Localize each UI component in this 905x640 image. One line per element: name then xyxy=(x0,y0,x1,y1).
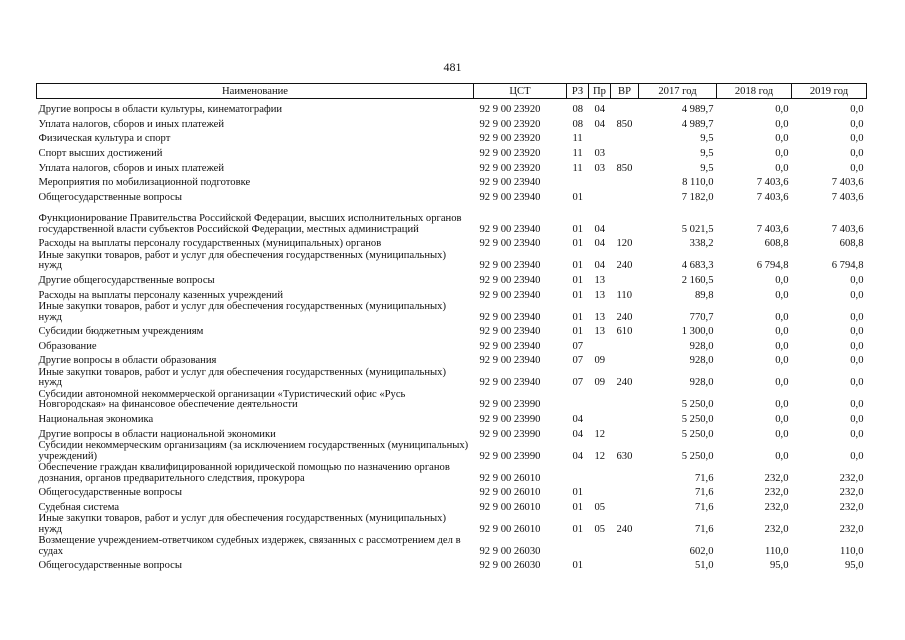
row-pr-cell xyxy=(589,535,611,557)
row-name-cell: Расходы на выплаты персоналу государственных (муниципальных) органов xyxy=(38,238,382,250)
table-row xyxy=(37,235,867,250)
row-pr-cell: 09 xyxy=(594,355,606,367)
row-2017-cell: 4 989,7 xyxy=(681,104,714,116)
row-cst-cell: 92 9 00 23920 xyxy=(479,104,541,116)
row-rz-cell: 07 xyxy=(572,355,584,367)
row-2018-cell: 0,0 xyxy=(775,326,789,338)
row-name-cell: Расходы на выплаты персоналу казенных учреждений xyxy=(38,289,283,301)
row-2019-cell: 0,0 xyxy=(850,162,864,174)
row-vr-cell: 630 xyxy=(616,450,633,462)
row-vr-cell xyxy=(611,352,639,367)
row-2019-cell: 0,0 xyxy=(850,147,864,159)
row-2017-cell: 71,6 xyxy=(694,501,714,513)
row-rz-cell: 08 xyxy=(572,118,584,130)
row-vr-cell xyxy=(611,203,639,235)
row-cst-cell: 92 9 00 23940 xyxy=(479,326,541,338)
row-2019-cell: 0,0 xyxy=(850,399,864,411)
row-name-cell: Общегосударственные вопросы xyxy=(38,487,182,499)
row-name-cell: Субсидии бюджетным учреждениям xyxy=(38,326,204,338)
row-rz-cell: 01 xyxy=(572,238,584,250)
row-2017-cell: 1 300,0 xyxy=(681,326,714,338)
row-2017-cell: 8 110,0 xyxy=(682,177,714,189)
row-rz-cell: 04 xyxy=(572,428,584,440)
table-row xyxy=(37,425,867,440)
row-vr-cell xyxy=(611,462,639,484)
row-rz-cell: 01 xyxy=(572,523,584,535)
row-cst-cell: 92 9 00 23990 xyxy=(479,413,541,425)
row-cst-cell: 92 9 00 26030 xyxy=(479,545,541,557)
row-rz-cell: 01 xyxy=(572,289,584,301)
row-2018-cell: 0,0 xyxy=(775,428,789,440)
table-row xyxy=(37,411,867,426)
row-2019-cell: 0,0 xyxy=(850,118,864,130)
row-rz-cell xyxy=(567,389,589,411)
row-pr-cell: 13 xyxy=(594,311,606,323)
row-2017-cell: 5 250,0 xyxy=(681,399,714,411)
row-2018-cell: 0,0 xyxy=(775,162,789,174)
row-2019-cell: 110,0 xyxy=(840,545,864,557)
row-name-cell: Иные закупки товаров, работ и услуг для обеспечения государственных (муниципальных) нужд xyxy=(38,301,446,323)
row-name-cell: Другие общегосударственные вопросы xyxy=(38,274,215,286)
row-pr-cell xyxy=(589,484,611,499)
row-vr-cell: 240 xyxy=(616,377,633,389)
row-vr-cell xyxy=(611,338,639,353)
row-2018-cell: 0,0 xyxy=(775,450,789,462)
row-pr-cell: 05 xyxy=(594,523,606,535)
row-cst-cell: 92 9 00 23920 xyxy=(479,133,541,145)
row-name-cell: Иные закупки товаров, работ и услуг для обеспечения государственных (муниципальных) нужд xyxy=(38,366,446,389)
row-2018-cell: 0,0 xyxy=(775,340,789,352)
row-2017-cell: 71,6 xyxy=(694,487,714,499)
row-vr-cell xyxy=(611,174,639,189)
row-2018-cell: 232,0 xyxy=(764,523,789,535)
row-2017-cell: 928,0 xyxy=(689,377,714,389)
row-rz-cell xyxy=(567,462,589,484)
row-cst-cell: 92 9 00 23940 xyxy=(479,340,541,352)
row-cst-cell: 92 9 00 23990 xyxy=(479,428,541,440)
row-vr-cell xyxy=(611,499,639,514)
row-pr-cell: 09 xyxy=(594,377,606,389)
table-row xyxy=(37,535,867,557)
row-name-cell: Субсидии автономной некоммерческой организации «Туристический офис «Русь Новгородская» на финансовое обеспечение деятельности xyxy=(38,388,406,411)
row-2018-cell: 6 794,8 xyxy=(756,260,789,272)
row-2018-cell: 0,0 xyxy=(775,118,789,130)
row-pr-cell: 03 xyxy=(594,147,606,159)
row-2017-cell: 9,5 xyxy=(700,133,714,145)
row-2019-cell: 7 403,6 xyxy=(831,177,864,189)
row-2018-cell: 110,0 xyxy=(765,545,789,557)
header-vr: ВР xyxy=(611,84,639,99)
table-header-row xyxy=(37,84,867,99)
row-2019-cell: 232,0 xyxy=(839,472,864,484)
row-vr-cell xyxy=(611,535,639,557)
row-pr-cell xyxy=(589,189,611,204)
row-cst-cell: 92 9 00 26030 xyxy=(479,560,541,572)
row-2019-cell: 0,0 xyxy=(850,104,864,116)
row-name-cell: Судебная система xyxy=(38,501,120,513)
row-cst-cell: 92 9 00 23940 xyxy=(479,260,541,272)
row-pr-cell xyxy=(589,338,611,353)
row-rz-cell xyxy=(567,535,589,557)
row-pr-cell xyxy=(589,130,611,145)
table-row xyxy=(37,145,867,160)
row-rz-cell: 01 xyxy=(572,260,584,272)
header-name: Наименование xyxy=(37,84,474,99)
row-2018-cell: 7 403,6 xyxy=(756,177,789,189)
row-cst-cell: 92 9 00 23940 xyxy=(479,238,541,250)
row-2019-cell: 0,0 xyxy=(850,450,864,462)
row-pr-cell: 13 xyxy=(594,326,606,338)
row-2017-cell: 928,0 xyxy=(689,355,714,367)
row-cst-cell: 92 9 00 23920 xyxy=(479,147,541,159)
row-2018-cell: 95,0 xyxy=(769,560,789,572)
row-name-cell: Функционирование Правительства Российской Федерации, высших исполнительных органов государственной власти субъектов Российской Федерации, местных администраций xyxy=(38,213,462,235)
row-2017-cell: 5 250,0 xyxy=(681,413,714,425)
row-cst-cell: 92 9 00 23940 xyxy=(479,274,541,286)
row-rz-cell: 01 xyxy=(572,560,584,572)
row-pr-cell xyxy=(589,174,611,189)
row-vr-cell xyxy=(611,145,639,160)
row-vr-cell xyxy=(611,189,639,204)
row-vr-cell: 610 xyxy=(616,326,633,338)
table-row xyxy=(37,484,867,499)
row-pr-cell xyxy=(589,462,611,484)
row-rz-cell: 07 xyxy=(572,377,584,389)
row-name-cell: Иные закупки товаров, работ и услуг для обеспечения государственных (муниципальных) нужд xyxy=(38,249,446,272)
row-rz-cell xyxy=(567,174,589,189)
row-pr-cell xyxy=(589,389,611,411)
row-vr-cell: 110 xyxy=(616,289,632,301)
row-cst-cell: 92 9 00 23940 xyxy=(479,177,541,189)
row-rz-cell: 11 xyxy=(572,162,583,174)
row-rz-cell: 04 xyxy=(572,413,584,425)
row-vr-cell: 120 xyxy=(616,238,633,250)
row-pr-cell: 04 xyxy=(594,104,606,116)
table-row xyxy=(37,557,867,572)
row-rz-cell: 01 xyxy=(572,274,584,286)
row-name-cell: Спорт высших достижений xyxy=(38,147,163,159)
row-2017-cell: 5 021,5 xyxy=(681,223,714,235)
row-name-cell: Общегосударственные вопросы xyxy=(38,560,182,572)
row-cst-cell: 92 9 00 26010 xyxy=(479,523,541,535)
table-row xyxy=(37,203,867,235)
row-2017-cell: 9,5 xyxy=(700,147,714,159)
row-2018-cell: 0,0 xyxy=(775,133,789,145)
table-row xyxy=(37,513,867,535)
row-2019-cell: 608,8 xyxy=(839,238,864,250)
header-2019: 2019 год xyxy=(792,84,867,99)
header-2017: 2017 год xyxy=(639,84,717,99)
row-vr-cell xyxy=(611,389,639,411)
row-cst-cell: 92 9 00 26010 xyxy=(479,501,541,513)
row-pr-cell: 12 xyxy=(594,428,606,440)
table-row xyxy=(37,323,867,338)
row-vr-cell xyxy=(611,99,639,116)
table-row xyxy=(37,272,867,287)
row-vr-cell: 240 xyxy=(616,523,633,535)
row-name-cell: Обеспечение граждан квалифицированной юридической помощью по назначению органов дознания, органов предварительного следствия, прокурора xyxy=(38,462,450,484)
row-pr-cell: 03 xyxy=(594,162,606,174)
row-vr-cell xyxy=(611,272,639,287)
table-row xyxy=(37,286,867,301)
row-2019-cell: 232,0 xyxy=(839,501,864,513)
table-row xyxy=(37,440,867,462)
row-2018-cell: 7 403,6 xyxy=(756,223,789,235)
row-rz-cell: 01 xyxy=(572,501,584,513)
row-2018-cell: 7 403,6 xyxy=(756,191,789,203)
row-cst-cell: 92 9 00 23940 xyxy=(479,311,541,323)
table-row xyxy=(37,301,867,323)
table-row xyxy=(37,116,867,131)
row-cst-cell: 92 9 00 23940 xyxy=(479,191,541,203)
row-2019-cell: 7 403,6 xyxy=(831,191,864,203)
row-vr-cell xyxy=(611,484,639,499)
row-2018-cell: 0,0 xyxy=(775,289,789,301)
row-2017-cell: 928,0 xyxy=(689,340,714,352)
row-pr-cell: 04 xyxy=(594,223,606,235)
row-vr-cell xyxy=(611,557,639,572)
header-2018: 2018 год xyxy=(717,84,792,99)
row-2018-cell: 232,0 xyxy=(764,472,789,484)
row-rz-cell: 11 xyxy=(572,133,583,145)
row-2019-cell: 0,0 xyxy=(850,340,864,352)
row-2019-cell: 0,0 xyxy=(850,413,864,425)
row-rz-cell: 08 xyxy=(572,104,584,116)
row-cst-cell: 92 9 00 23940 xyxy=(479,377,541,389)
row-2018-cell: 0,0 xyxy=(775,147,789,159)
table-row xyxy=(37,499,867,514)
row-name-cell: Другие вопросы в области национальной экономики xyxy=(38,428,276,440)
row-2018-cell: 0,0 xyxy=(775,274,789,286)
row-2019-cell: 0,0 xyxy=(850,311,864,323)
page-number: 481 xyxy=(443,60,462,74)
row-cst-cell: 92 9 00 23940 xyxy=(479,223,541,235)
row-name-cell: Мероприятия по мобилизационной подготовке xyxy=(38,177,251,189)
table-row xyxy=(37,462,867,484)
row-2017-cell: 602,0 xyxy=(689,545,714,557)
row-cst-cell: 92 9 00 23920 xyxy=(479,162,541,174)
row-vr-cell: 850 xyxy=(616,162,633,174)
header-cst: ЦСТ xyxy=(474,84,567,99)
row-2019-cell: 0,0 xyxy=(850,289,864,301)
row-2018-cell: 0,0 xyxy=(775,377,789,389)
row-rz-cell: 07 xyxy=(572,340,584,352)
row-name-cell: Субсидии некоммерческим организациям (за исключением государственных (муниципальных) учреждений) xyxy=(38,440,469,462)
row-2019-cell: 0,0 xyxy=(850,326,864,338)
row-name-cell: Уплата налогов, сборов и иных платежей xyxy=(38,162,225,174)
table-row xyxy=(37,367,867,389)
row-2017-cell: 4 989,7 xyxy=(681,118,714,130)
row-rz-cell: 01 xyxy=(572,223,584,235)
row-2017-cell: 71,6 xyxy=(694,472,714,484)
table-row xyxy=(37,250,867,272)
row-2018-cell: 0,0 xyxy=(775,355,789,367)
row-2019-cell: 0,0 xyxy=(850,133,864,145)
row-vr-cell: 240 xyxy=(616,260,633,272)
table-row xyxy=(37,130,867,145)
row-pr-cell xyxy=(589,411,611,426)
row-name-cell: Общегосударственные вопросы xyxy=(38,191,182,203)
row-2017-cell: 770,7 xyxy=(689,311,714,323)
row-2019-cell: 7 403,6 xyxy=(831,223,864,235)
row-2017-cell: 9,5 xyxy=(700,162,714,174)
row-name-cell: Образование xyxy=(38,340,97,352)
header-rz: РЗ xyxy=(567,84,589,99)
table-row xyxy=(37,174,867,189)
row-rz-cell: 01 xyxy=(572,191,584,203)
row-2017-cell: 71,6 xyxy=(694,523,714,535)
row-cst-cell: 92 9 00 23990 xyxy=(479,399,541,411)
row-name-cell: Другие вопросы в области образования xyxy=(38,355,217,367)
row-2019-cell: 232,0 xyxy=(839,523,864,535)
row-name-cell: Национальная экономика xyxy=(38,413,154,425)
row-2019-cell: 0,0 xyxy=(850,274,864,286)
row-2017-cell: 7 182,0 xyxy=(681,191,714,203)
row-pr-cell: 12 xyxy=(594,450,606,462)
row-2018-cell: 0,0 xyxy=(775,413,789,425)
row-cst-cell: 92 9 00 26010 xyxy=(479,472,541,484)
row-cst-cell: 92 9 00 23990 xyxy=(479,450,541,462)
budget-table xyxy=(36,83,867,572)
table-row xyxy=(37,389,867,411)
row-pr-cell: 13 xyxy=(594,274,606,286)
row-2018-cell: 0,0 xyxy=(775,311,789,323)
row-vr-cell xyxy=(611,425,639,440)
row-2018-cell: 0,0 xyxy=(775,104,789,116)
row-name-cell: Уплата налогов, сборов и иных платежей xyxy=(38,118,225,130)
row-2017-cell: 2 160,5 xyxy=(681,274,714,286)
table-body xyxy=(37,99,867,572)
row-rz-cell: 11 xyxy=(572,147,583,159)
row-pr-cell: 05 xyxy=(594,501,606,513)
row-cst-cell: 92 9 00 23940 xyxy=(479,355,541,367)
row-rz-cell: 01 xyxy=(572,326,584,338)
row-2018-cell: 608,8 xyxy=(764,238,789,250)
row-vr-cell xyxy=(611,130,639,145)
row-name-cell: Иные закупки товаров, работ и услуг для обеспечения государственных (муниципальных) нужд xyxy=(38,513,446,535)
table-row xyxy=(37,352,867,367)
row-2017-cell: 5 250,0 xyxy=(681,428,714,440)
table-row xyxy=(37,159,867,174)
row-2017-cell: 4 683,3 xyxy=(681,260,714,272)
row-2017-cell: 89,8 xyxy=(694,289,714,301)
row-pr-cell: 04 xyxy=(594,118,606,130)
row-2017-cell: 338,2 xyxy=(689,238,714,250)
row-rz-cell: 01 xyxy=(572,487,584,499)
row-cst-cell: 92 9 00 23920 xyxy=(479,118,541,130)
row-2018-cell: 0,0 xyxy=(775,399,789,411)
row-2019-cell: 0,0 xyxy=(850,428,864,440)
row-vr-cell: 850 xyxy=(616,118,633,130)
row-rz-cell: 01 xyxy=(572,311,584,323)
row-2017-cell: 51,0 xyxy=(694,560,714,572)
row-2018-cell: 232,0 xyxy=(764,501,789,513)
row-cst-cell: 92 9 00 26010 xyxy=(479,487,541,499)
row-2019-cell: 0,0 xyxy=(850,355,864,367)
row-2019-cell: 95,0 xyxy=(844,560,864,572)
row-rz-cell: 04 xyxy=(572,450,584,462)
table-row xyxy=(37,338,867,353)
row-pr-cell xyxy=(589,557,611,572)
header-pr: Пр xyxy=(589,84,611,99)
row-2019-cell: 6 794,8 xyxy=(831,260,864,272)
row-pr-cell: 04 xyxy=(594,238,606,250)
row-name-cell: Физическая культура и спорт xyxy=(38,133,171,145)
row-2017-cell: 5 250,0 xyxy=(681,450,714,462)
table-row xyxy=(37,99,867,116)
row-vr-cell: 240 xyxy=(616,311,633,323)
table-row xyxy=(37,189,867,204)
row-2019-cell: 0,0 xyxy=(850,377,864,389)
row-pr-cell: 13 xyxy=(594,289,606,301)
row-2018-cell: 232,0 xyxy=(764,487,789,499)
row-name-cell: Возмещение учреждением-ответчиком судебных издержек, связанных с рассмотрением дел в судах xyxy=(38,535,461,557)
row-name-cell: Другие вопросы в области культуры, кинематографии xyxy=(38,104,283,116)
row-2019-cell: 232,0 xyxy=(839,487,864,499)
row-vr-cell xyxy=(611,411,639,426)
row-pr-cell: 04 xyxy=(594,260,606,272)
row-cst-cell: 92 9 00 23940 xyxy=(479,289,541,301)
